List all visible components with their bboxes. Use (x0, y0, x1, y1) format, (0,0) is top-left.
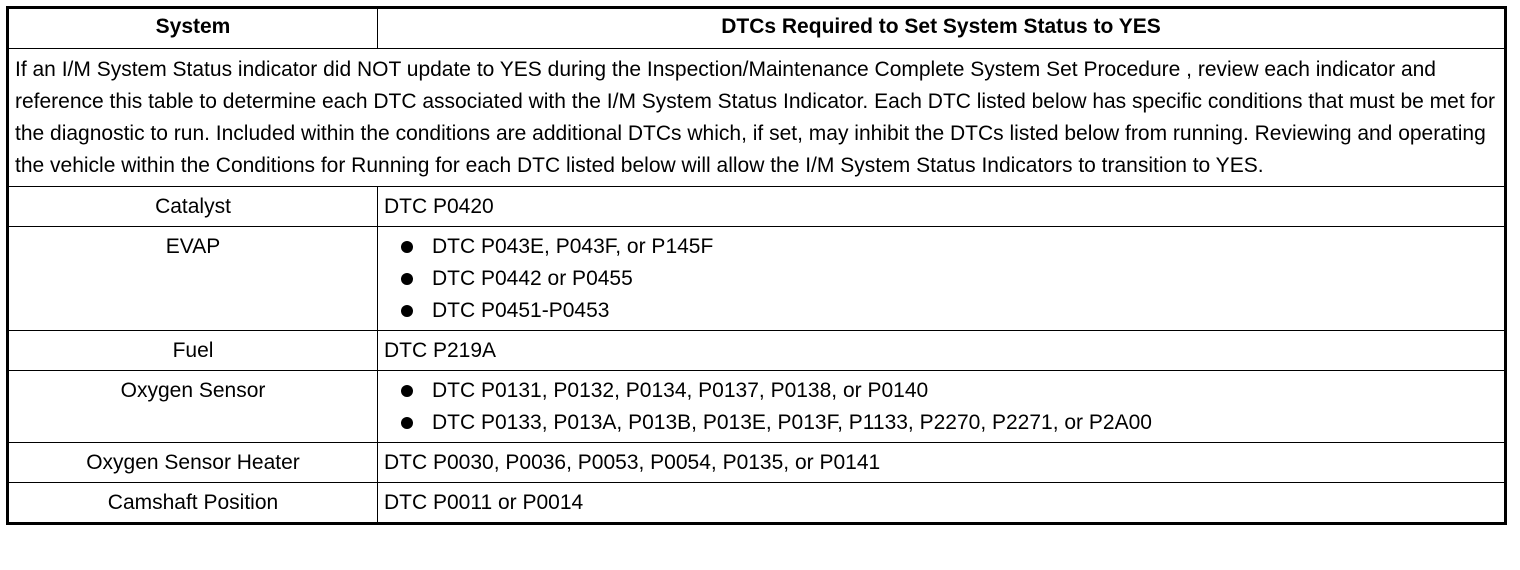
intro-text: If an I/M System Status indicator did NOT update to YES during the Inspection/Maintenance Complete System Set Procedure , review each indicator and reference this table to determine each DTC associated with the I/M System Status Indicator. Each DTC listed below has specific conditions that must be met for the diagnostic to run. Included within the conditions are additional DTCs which, if set, may inhibit the DTCs listed below from running. Reviewing and operating the vehicle within the Conditions for Running for each DTC listed below will allow the I/M System Status Indicators to transition to YES. (8, 49, 1506, 187)
dtc-list-item (384, 295, 1498, 327)
dtc-list-cell (378, 371, 1506, 443)
system-name: Fuel (8, 331, 378, 371)
bullet-icon (401, 385, 413, 397)
dtc-list (384, 375, 1498, 439)
system-name: Camshaft Position (8, 483, 378, 524)
dtc-list-item (384, 231, 1498, 263)
table-row-catalyst (8, 187, 1506, 227)
dtc-item-text: DTC P0442 or P0455 (432, 267, 633, 290)
dtc-value: DTC P0030, P0036, P0053, P0054, P0135, or P0141 (378, 443, 1506, 483)
dtc-item-text: DTC P0133, P013A, P013B, P013E, P013F, P1133, P2270, P2271, or P2A00 (432, 411, 1152, 434)
table-row-oxygen-sensor-heater (8, 443, 1506, 483)
table-row-oxygen-sensor (8, 371, 1506, 443)
dtc-item-text: DTC P0451-P0453 (432, 299, 610, 322)
header-dtcs-required: DTCs Required to Set System Status to YES (378, 8, 1506, 49)
header-system: System (8, 8, 378, 49)
table-row-camshaft-position (8, 483, 1506, 524)
dtc-value: DTC P219A (378, 331, 1506, 371)
dtc-value: DTC P0420 (378, 187, 1506, 227)
table-header-row (8, 8, 1506, 49)
system-name: Oxygen Sensor Heater (8, 443, 378, 483)
dtc-list-item (384, 263, 1498, 295)
system-name: Catalyst (8, 187, 378, 227)
dtc-list-item (384, 407, 1498, 439)
dtc-list (384, 231, 1498, 327)
intro-row (8, 49, 1506, 187)
table-row-evap (8, 227, 1506, 331)
dtc-item-text: DTC P0131, P0132, P0134, P0137, P0138, or P0140 (432, 379, 929, 402)
bullet-icon (401, 305, 413, 317)
dtc-list-cell (378, 227, 1506, 331)
bullet-icon (401, 273, 413, 285)
system-name: Oxygen Sensor (8, 371, 378, 443)
dtc-item-text: DTC P043E, P043F, or P145F (432, 235, 714, 258)
dtc-list-item (384, 375, 1498, 407)
system-name: EVAP (8, 227, 378, 331)
table-row-fuel (8, 331, 1506, 371)
dtc-value: DTC P0011 or P0014 (378, 483, 1506, 524)
bullet-icon (401, 417, 413, 429)
dtc-system-status-table (6, 6, 1507, 525)
bullet-icon (401, 241, 413, 253)
